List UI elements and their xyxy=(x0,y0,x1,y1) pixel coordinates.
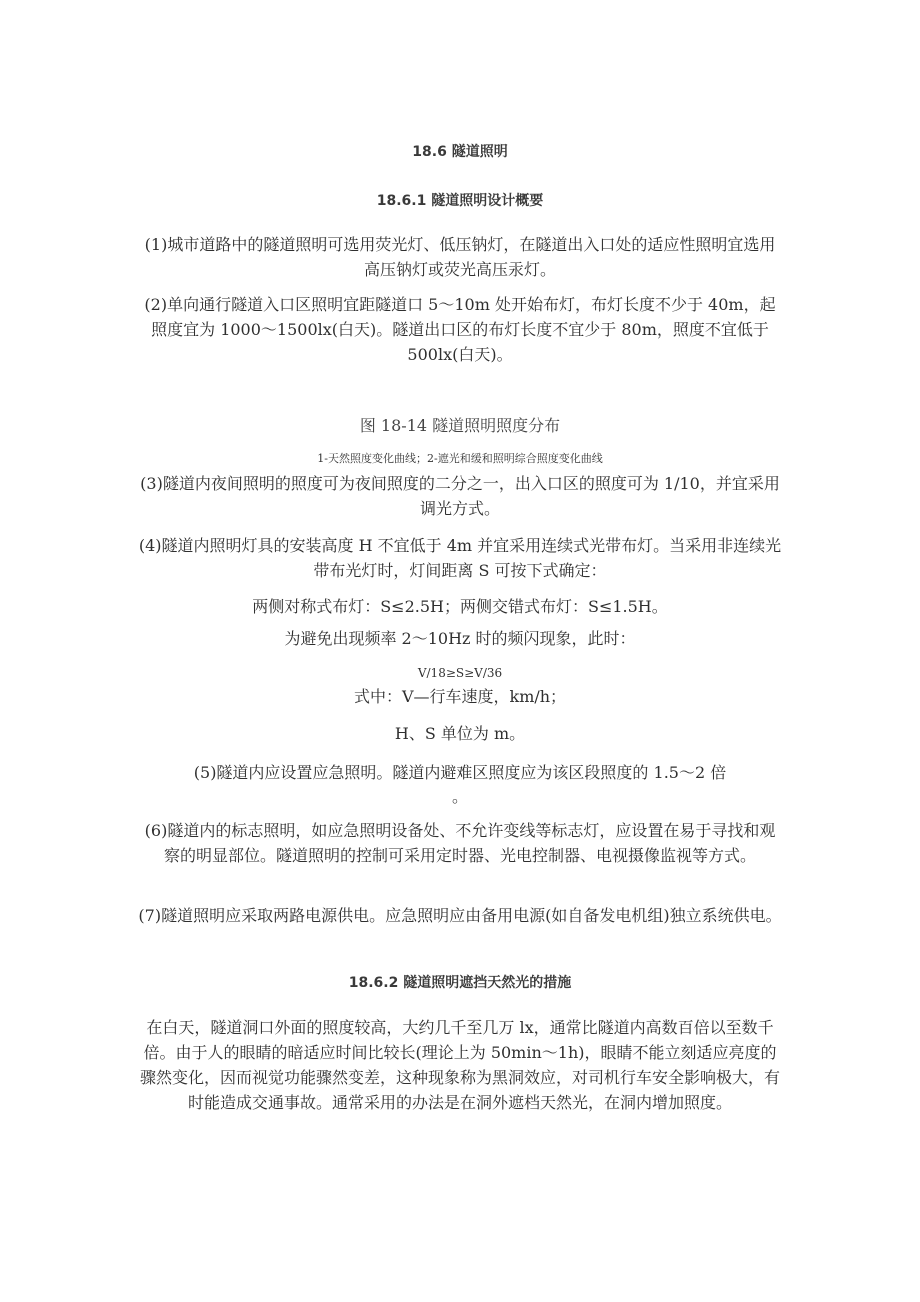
figure-caption: 1-天然照度变化曲线；2-遮光和缓和照明综合照度变化曲线 xyxy=(317,452,603,465)
subsection-heading-1: 18.6.1 隧道照明设计概要 xyxy=(376,193,544,209)
speed-formula: V/18≥S≥V/36 xyxy=(417,666,503,680)
paragraph-5-line-2: 。 xyxy=(451,787,468,806)
paragraph-3: (3)隧道内夜间照明的照度可为夜间照度的二分之一，出入口区的照度可为 1/10，并宜采用调光方式。 xyxy=(140,474,780,518)
formula-where: 式中：V—行车速度，km/h； xyxy=(353,687,567,706)
paragraph-4: (4)隧道内照明灯具的安装高度 H 不宜低于 4m 并宜采用连续式光带布灯。当采用非连续光带布光灯时，灯间距离 S 可按下式确定： xyxy=(138,536,782,580)
paragraph-5-line-1: (5)隧道内应设置应急照明。隧道内避难区照度应为该区段照度的 1.5～2 倍 xyxy=(193,763,727,782)
paragraph-8: 在白天，隧道洞口外面的照度较高，大约几千至几万 lx，通常比隧道内高数百倍以至数千倍。由于人的眼睛的暗适应时间比较长(理论上为 50min～1h)，眼睛不能立刻适应亮度的骤然变化，因而视觉功能骤然变差，这种现象称为黑洞效应，对司机行车安全影响极大，有时能造成交通事故。通常采用的办法是在洞外遮档天然光，在洞内增加照度。 xyxy=(139,1018,780,1112)
flicker-note: 为避免出现频率 2～10Hz 时的频闪现象，此时： xyxy=(284,629,636,648)
paragraph-7: (7)隧道照明应采取两路电源供电。应急照明应由备用电源(如自备发电机组)独立系统供电。 xyxy=(138,906,782,925)
spacing-formula: 两侧对称式布灯：S≤2.5H；两侧交错式布灯：S≤1.5H。 xyxy=(252,597,668,616)
paragraph-2: (2)单向通行隧道入口区照明宜距隧道口 5～10m 处开始布灯，布灯长度不少于 40m，起照度宜为 1000～1500lx(白天)。隧道出口区的布灯长度不宜少于 80m，照度不宜低于 500lx(白天)。 xyxy=(144,295,776,364)
subsection-heading-2: 18.6.2 隧道照明遮挡天然光的措施 xyxy=(348,975,572,991)
paragraph-6: (6)隧道内的标志照明，如应急照明设备处、不允许变线等标志灯，应设置在易于寻找和观察的明显部位。隧道照明的控制可采用定时器、光电控制器、电视摄像监视等方式。 xyxy=(144,821,776,865)
formula-units: H、S 单位为 m。 xyxy=(394,724,526,743)
figure-title: 图 18-14 隧道照明照度分布 xyxy=(359,416,561,435)
paragraph-1: (1)城市道路中的隧道照明可选用荧光灯、低压钠灯，在隧道出入口处的适应性照明宜选用高压钠灯或荧光高压汞灯。 xyxy=(144,235,776,279)
section-heading: 18.6 隧道照明 xyxy=(412,144,508,160)
